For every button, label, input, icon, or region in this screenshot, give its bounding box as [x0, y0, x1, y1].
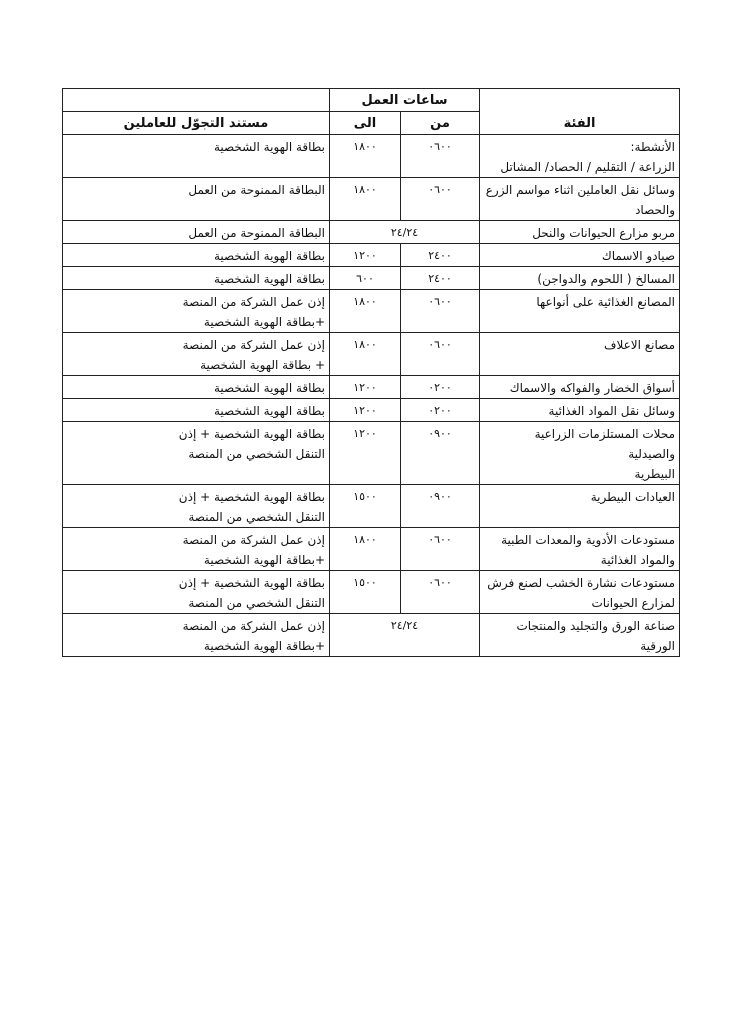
hours-to-cell: ١٢٠٠	[330, 244, 401, 267]
hours-to-cell: ١٥٠٠	[330, 571, 401, 614]
document-cell-line: +بطاقة الهوية الشخصية	[203, 553, 325, 567]
category-cell-line: المسالخ ( اللحوم والدواجن)	[537, 272, 676, 286]
document-cell-line: التنقل الشخصي من المنصة	[188, 447, 325, 461]
category-cell-line: الزراعة / التقليم / الحصاد/ المشاتل	[500, 160, 676, 174]
hours-from-cell: ٠٩٠٠	[401, 422, 480, 485]
table-body	[63, 135, 680, 657]
category-cell-line: مستودعات نشارة الخشب لصنع فرش	[487, 576, 676, 590]
document-cell	[63, 178, 330, 221]
table-row	[63, 290, 680, 333]
hours-to-cell: ١٨٠٠	[330, 290, 401, 333]
category-cell	[480, 178, 680, 221]
table-row	[63, 485, 680, 528]
hours-from-cell: ٠٦٠٠	[401, 178, 480, 221]
category-cell	[480, 422, 680, 485]
hours-to-cell: ١٢٠٠	[330, 376, 401, 399]
table-row	[63, 571, 680, 614]
document-cell-line: بطاقة الهوية الشخصية	[213, 249, 325, 263]
document-cell	[63, 485, 330, 528]
category-cell	[480, 571, 680, 614]
document-cell-line: بطاقة الهوية الشخصية	[213, 140, 325, 154]
category-cell	[480, 290, 680, 333]
hours-from-cell: ٢٤٠٠	[401, 244, 480, 267]
document-cell-line: بطاقة الهوية الشخصية + إذن	[178, 427, 325, 441]
category-cell	[480, 485, 680, 528]
table-row	[63, 528, 680, 571]
document-cell	[63, 571, 330, 614]
category-cell-line: البيطرية	[634, 467, 676, 481]
category-cell-line: الأنشطة:	[630, 140, 676, 154]
category-cell	[480, 614, 680, 657]
category-cell-line: وسائل نقل المواد الغذائية	[548, 404, 676, 418]
document-cell	[63, 267, 330, 290]
table-row	[63, 376, 680, 399]
category-cell	[480, 267, 680, 290]
document-cell	[63, 422, 330, 485]
hours-all-day-cell: ٢٤/٢٤	[330, 221, 480, 244]
category-cell-line: مربو مزارع الحيوانات والنحل	[532, 226, 676, 240]
document-cell-line: + بطاقة الهوية الشخصية	[200, 358, 325, 372]
hours-to-cell: ١٨٠٠	[330, 333, 401, 376]
document-cell-line: +بطاقة الهوية الشخصية	[203, 639, 325, 653]
category-cell-line: والمواد الغذائية	[600, 553, 676, 567]
hours-from-cell: ٠٢٠٠	[401, 399, 480, 422]
category-cell	[480, 528, 680, 571]
header-from: من	[401, 112, 480, 135]
header-blank	[63, 89, 330, 112]
hours-to-cell: ١٢٠٠	[330, 422, 401, 485]
document-cell	[63, 290, 330, 333]
document-cell	[63, 376, 330, 399]
table-row	[63, 244, 680, 267]
hours-table	[62, 88, 680, 657]
table-row	[63, 267, 680, 290]
category-cell-line: وسائل نقل العاملين اثناء مواسم الزرع	[485, 183, 676, 197]
table-row	[63, 333, 680, 376]
hours-from-cell: ٠٦٠٠	[401, 290, 480, 333]
document-cell	[63, 614, 330, 657]
document-cell	[63, 528, 330, 571]
category-cell	[480, 244, 680, 267]
table-row	[63, 399, 680, 422]
document-cell	[63, 399, 330, 422]
document-cell-line: إذن عمل الشركة من المنصة	[182, 338, 325, 352]
table-row	[63, 178, 680, 221]
table-row	[63, 135, 680, 178]
hours-from-cell: ٠٩٠٠	[401, 485, 480, 528]
category-cell-line: لمزارع الحيوانات	[591, 596, 676, 610]
category-cell-line: محلات المستلزمات الزراعية والصيدلية	[534, 427, 676, 461]
table-row	[63, 221, 680, 244]
category-cell-line: صيادو الاسماك	[601, 249, 676, 263]
category-cell	[480, 376, 680, 399]
category-cell-line: المصانع الغذائية على أنواعها	[536, 295, 676, 309]
category-cell-line: والحصاد	[635, 203, 676, 217]
header-working-hours: ساعات العمل	[330, 89, 480, 112]
document-cell-line: بطاقة الهوية الشخصية + إذن	[178, 490, 325, 504]
category-cell	[480, 333, 680, 376]
document-cell-line: بطاقة الهوية الشخصية	[213, 404, 325, 418]
document-cell-line: البطاقة الممنوحة من العمل	[188, 183, 325, 197]
document-cell-line: بطاقة الهوية الشخصية	[213, 381, 325, 395]
header-category: الفئة	[480, 89, 680, 135]
document-cell	[63, 333, 330, 376]
document-cell-line: إذن عمل الشركة من المنصة	[182, 533, 325, 547]
table-row	[63, 422, 680, 485]
category-cell	[480, 135, 680, 178]
hours-from-cell: ٠٦٠٠	[401, 528, 480, 571]
hours-from-cell: ٢٤٠٠	[401, 267, 480, 290]
hours-to-cell: ١٥٠٠	[330, 485, 401, 528]
category-cell	[480, 399, 680, 422]
category-cell-line: مستودعات الأدوية والمعدات الطبية	[501, 533, 676, 547]
hours-from-cell: ٠٦٠٠	[401, 571, 480, 614]
document-cell-line: إذن عمل الشركة من المنصة	[182, 295, 325, 309]
document-cell-line: بطاقة الهوية الشخصية	[213, 272, 325, 286]
document-cell	[63, 135, 330, 178]
category-cell-line: الورقية	[640, 639, 676, 653]
document-cell-line: +بطاقة الهوية الشخصية	[203, 315, 325, 329]
header-document: مستند التجوّل للعاملين	[63, 112, 330, 135]
hours-all-day-cell: ٢٤/٢٤	[330, 614, 480, 657]
document-cell-line: البطاقة الممنوحة من العمل	[188, 226, 325, 240]
category-cell	[480, 221, 680, 244]
header-row-top	[63, 89, 680, 112]
document-cell-line: التنقل الشخصي من المنصة	[188, 596, 325, 610]
table-row	[63, 614, 680, 657]
document-cell	[63, 244, 330, 267]
document-cell-line: بطاقة الهوية الشخصية + إذن	[178, 576, 325, 590]
hours-to-cell: ٦٠٠	[330, 267, 401, 290]
document-cell-line: إذن عمل الشركة من المنصة	[182, 619, 325, 633]
document-cell	[63, 221, 330, 244]
category-cell-line: صناعة الورق والتجليد والمنتجات	[516, 619, 676, 633]
category-cell-line: أسواق الخضار والفواكه والاسماك	[509, 381, 676, 395]
hours-to-cell: ١٨٠٠	[330, 178, 401, 221]
header-to: الى	[330, 112, 401, 135]
document-cell-line: التنقل الشخصي من المنصة	[188, 510, 325, 524]
category-cell-line: العيادات البيطرية	[590, 490, 676, 504]
hours-from-cell: ٠٦٠٠	[401, 135, 480, 178]
hours-to-cell: ١٨٠٠	[330, 528, 401, 571]
category-cell-line: مصانع الاعلاف	[604, 338, 676, 352]
hours-to-cell: ١٢٠٠	[330, 399, 401, 422]
hours-to-cell: ١٨٠٠	[330, 135, 401, 178]
hours-from-cell: ٠٦٠٠	[401, 333, 480, 376]
hours-from-cell: ٠٢٠٠	[401, 376, 480, 399]
